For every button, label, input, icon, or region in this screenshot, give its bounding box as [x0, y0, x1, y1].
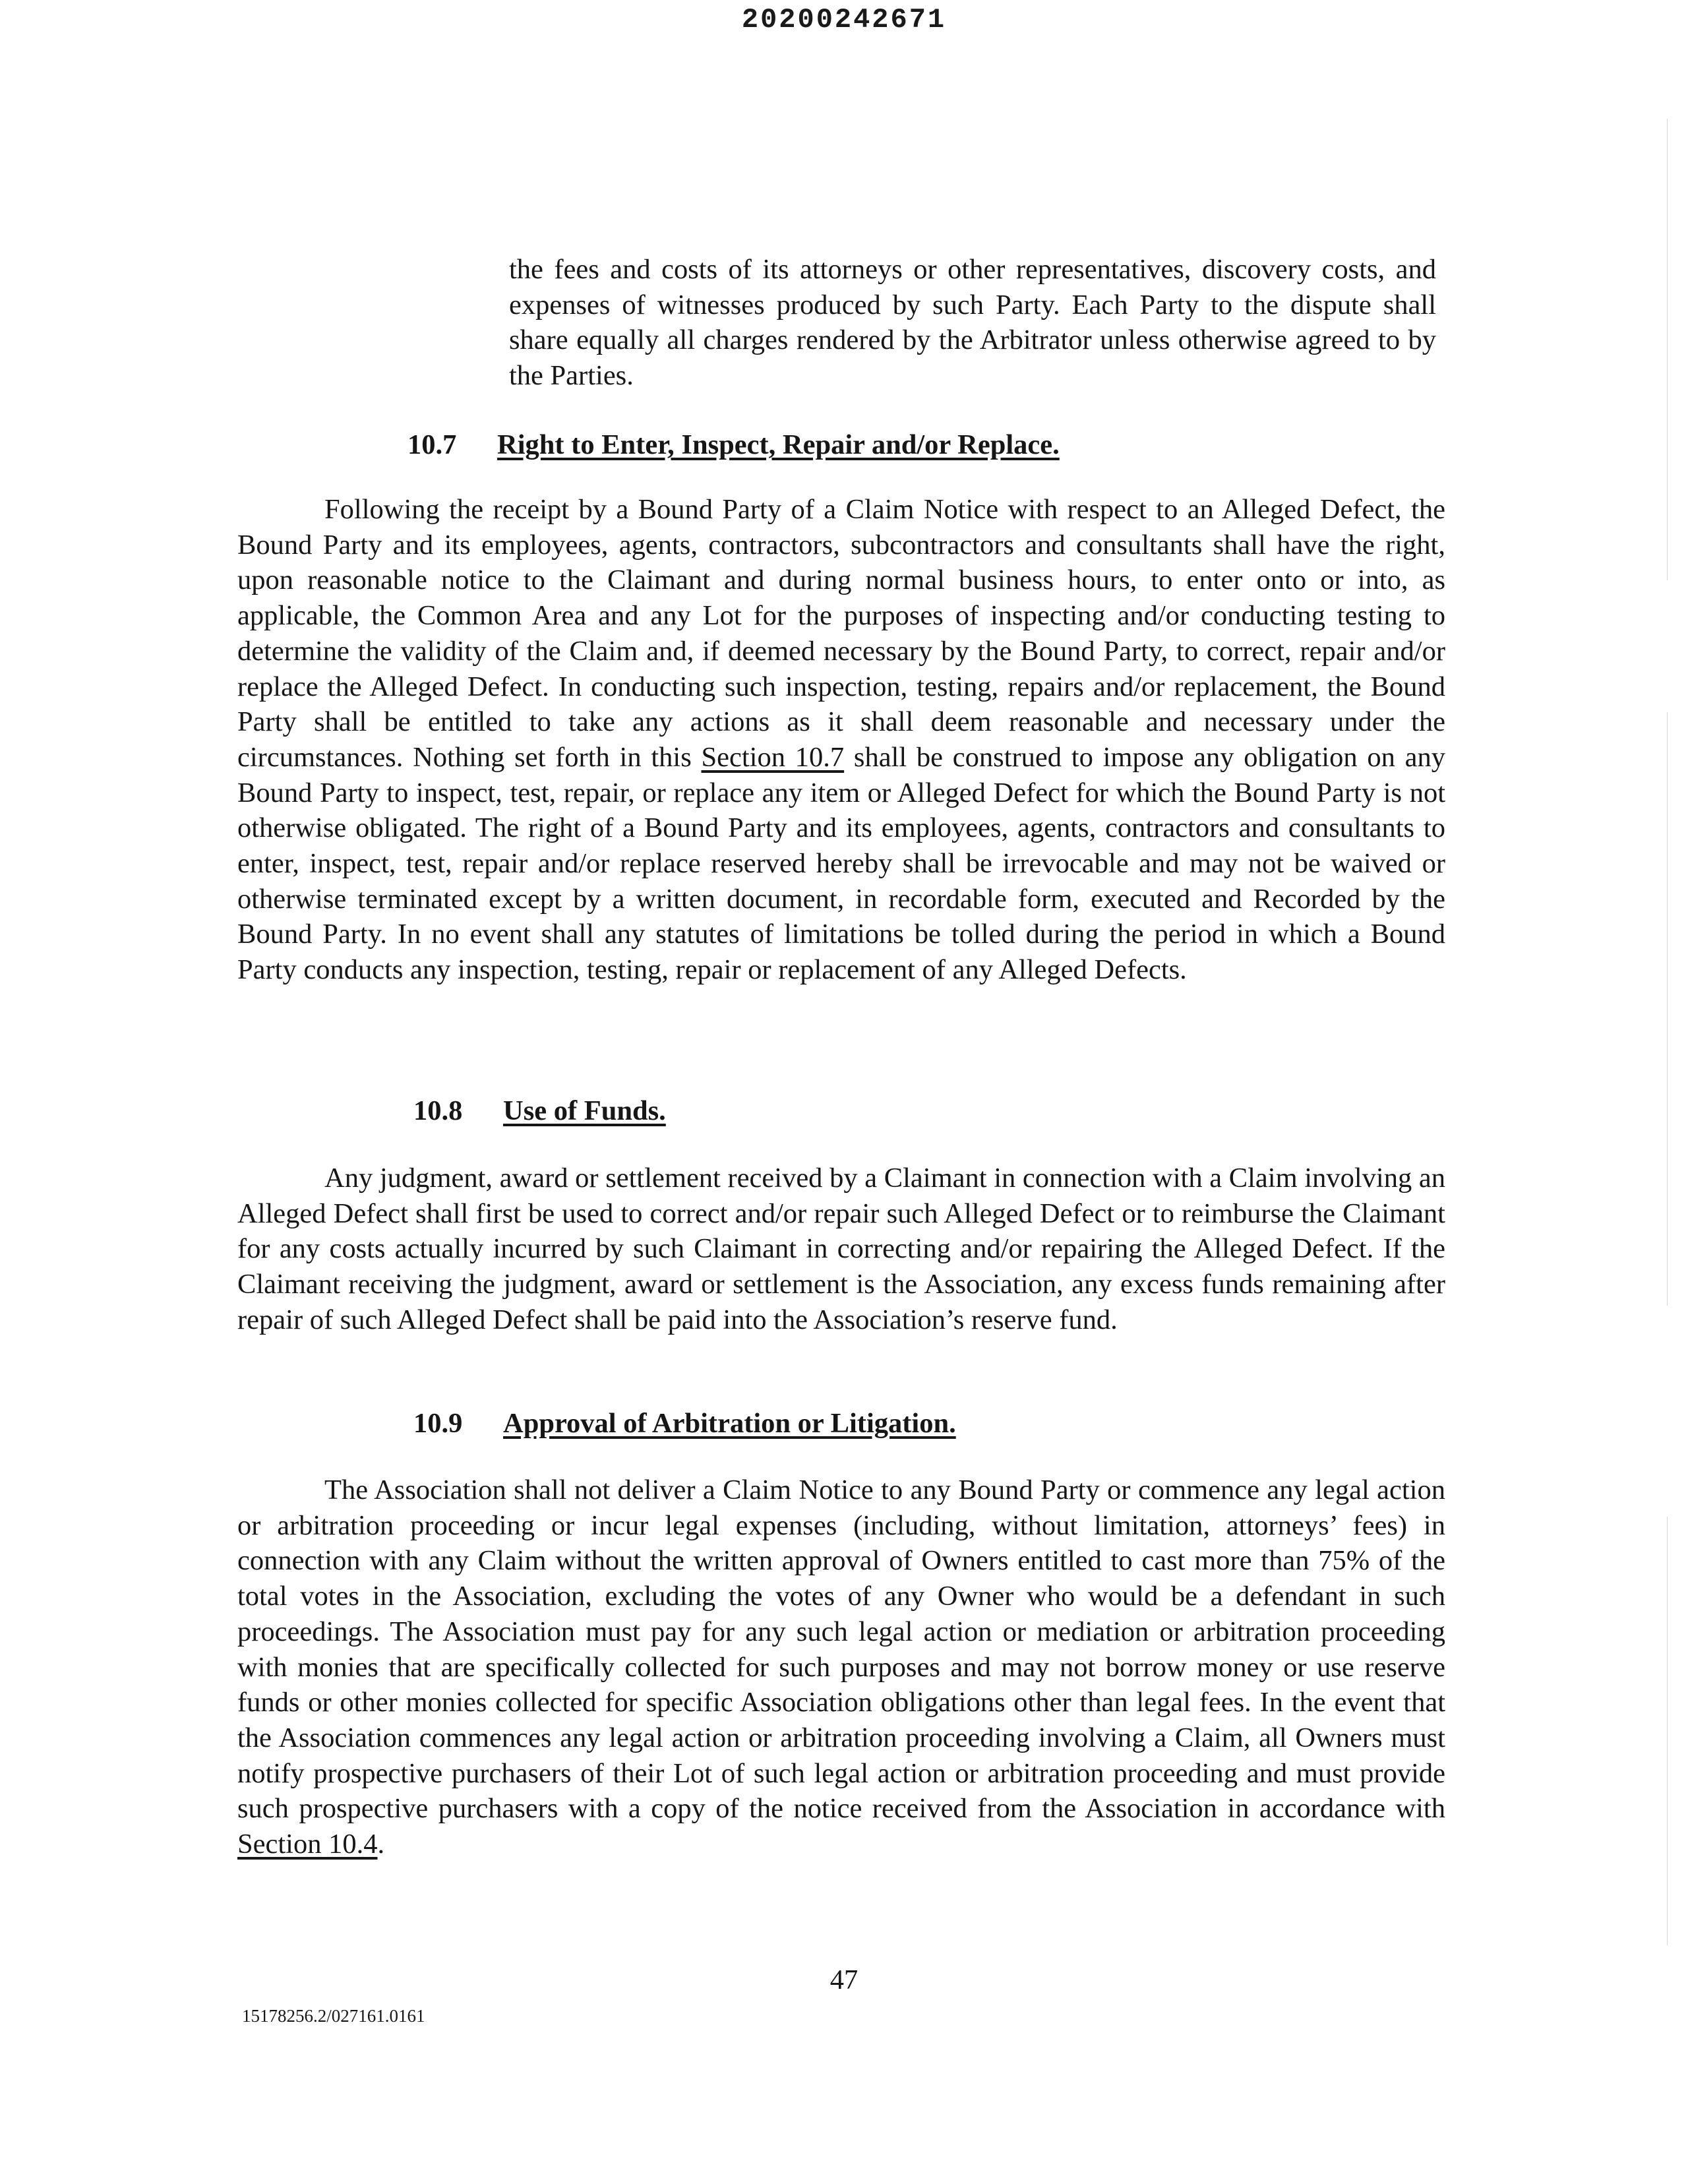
paragraph-text: . [377, 1829, 385, 1860]
document-number: 20200242671 [741, 4, 947, 36]
section-reference-link: Section 10.7 [701, 741, 845, 773]
section-number: 10.8 [413, 1095, 463, 1126]
continuation-paragraph: the fees and costs of its attorneys or other representatives, discovery costs, and expenses of witnesses produced by such Party. Each Party to the dispute shall share equally all charges rendered by the Arbitrator unless otherwise agreed to by the Parties. [509, 254, 1436, 392]
section-title: Approval of Arbitration or Litigation. [503, 1408, 956, 1439]
section-10-8-paragraph: Any judgment, award or settlement received by a Claimant in connection with a Claim involving an Alleged Defect shall first be used to correct and/or repair such Alleged Defect or to reimburse the Claimant for any costs actually incurred by such Claimant in correcting and/or repairing the Alleged Defect. If the Claimant receiving the judgment, award or settlement is the Association, any excess funds remaining after repair of such Alleged Defect shall be paid into the Association’s reserve fund. [237, 1163, 1445, 1335]
section-reference-link: Section 10.4 [237, 1829, 378, 1860]
section-heading-10-8 [413, 1095, 666, 1127]
paragraph-text: shall be construed to impose any obligation on any Bound Party to inspect, test, repair, or replace any item or Alleged Defect for which the Bound Party is not otherwise obligated. The right of a Bound Party and its employees, agents, contractors and consultants to enter, inspect, test, repair and/or replace reserved hereby shall be irrevocable and may not be waived or otherwise terminated except by a written document, in recordable form, executed and Recorded by the Bound Party. In no event shall any statutes of limitations be tolled during the period in which a Bound Party conducts any inspection, testing, repair or replacement of any Alleged Defects. [237, 741, 1445, 986]
scan-margin-artifact [1667, 1517, 1668, 1945]
scan-margin-artifact [1667, 119, 1668, 580]
section-heading-10-9 [413, 1407, 956, 1440]
section-10-9-paragraph [237, 1472, 1445, 1862]
footer-document-id: 15178256.2/027161.0161 [242, 2006, 425, 2026]
section-number: 10.9 [413, 1408, 463, 1439]
page-number: 47 [829, 1964, 859, 1995]
scan-margin-artifact [1667, 712, 1668, 1306]
section-10-7-paragraph [237, 492, 1445, 988]
paragraph-text: The Association shall not deliver a Claim Notice to any Bound Party or commence any legal action or arbitration proceeding or incur legal expenses (including, without limitation, attorneys’ fees) in connection with any Claim without the written approval of Owners entitled to cast more than 75% of the total votes in the Association, excluding the votes of any Owner who would be a defendant in such proceedings. The Association must pay for any such legal action or mediation or arbitration proceeding with monies that are specifically collected for such purposes and may not borrow money or use reserve funds or other monies collected for specific Association obligations other than legal fees. In the event that the Association commences any legal action or arbitration proceeding involving a Claim, all Owners must notify prospective purchasers of their Lot of such legal action or arbitration proceeding and must provide such prospective purchasers with a copy of the notice received from the Association in accordance with [237, 1474, 1445, 1825]
paragraph-text: Following the receipt by a Bound Party of a Claim Notice with respect to an Alleged Defect, the Bound Party and its employees, agents, contractors, subcontractors and consultants shall have the right, upon reasonable notice to the Claimant and during normal business hours, to enter onto or into, as applicable, the Common Area and any Lot for the purposes of inspecting and/or conducting testing to determine the validity of the Claim and, if deemed necessary by the Bound Party, to correct, repair and/or replace the Alleged Defect. In conducting such inspection, testing, repairs and/or replacement, the Bound Party shall be entitled to take any actions as it shall deem reasonable and necessary under the circumstances. Nothing set forth in this [237, 494, 1445, 773]
section-heading-10-7 [407, 429, 1060, 461]
section-title: Right to Enter, Inspect, Repair and/or Replace. [497, 429, 1060, 460]
section-number: 10.7 [407, 429, 457, 460]
section-title: Use of Funds. [503, 1095, 666, 1126]
